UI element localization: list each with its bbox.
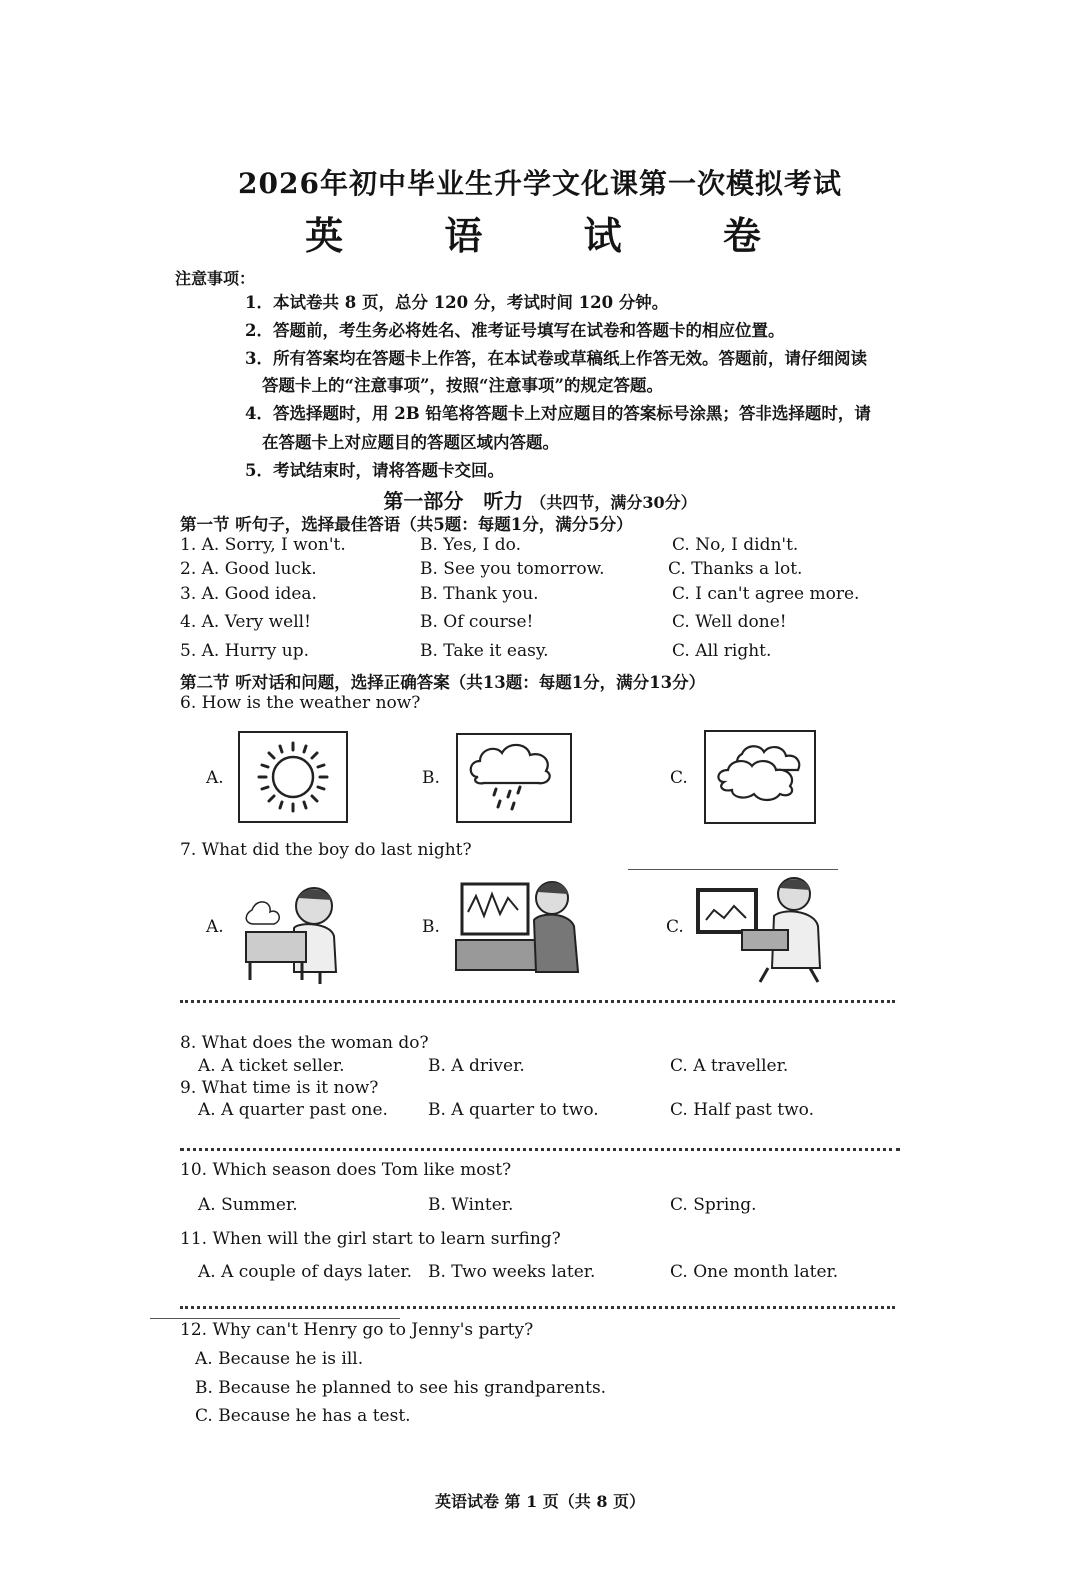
- q8-question: 8. What does the woman do?: [180, 1033, 429, 1053]
- note-item: 2．答题前，考生务必将姓名、准考证号填写在试卷和答题卡的相应位置。: [245, 321, 785, 340]
- q7-label-b: B.: [422, 917, 440, 937]
- note-item: 5．考试结束时，请将答题卡交回。: [245, 461, 504, 480]
- q9-option-a: A. A quarter past one.: [198, 1100, 388, 1120]
- q7-question: 7. What did the boy do last night?: [180, 840, 472, 860]
- exam-subtitle: 英 语 试 卷: [305, 213, 805, 258]
- page-footer: 英语试卷 第 1 页（共 8 页）: [434, 1492, 646, 1511]
- q9-option-c: C. Half past two.: [670, 1100, 815, 1120]
- q8-option-b: B. A driver.: [428, 1056, 525, 1076]
- q4-option-a: 4. A. Very well!: [180, 612, 311, 632]
- q3-option-a: 3. A. Good idea.: [180, 584, 317, 604]
- q6-label-a: A.: [206, 768, 224, 788]
- q6-picture-a: [238, 731, 348, 823]
- part1-heading: [0, 485, 1080, 514]
- q5-option-c: C. All right.: [672, 641, 772, 661]
- q3-option-c: C. I can't agree more.: [672, 584, 860, 604]
- q12-option-b: B. Because he planned to see his grandparents.: [195, 1378, 607, 1398]
- q6-label-b: B.: [422, 768, 440, 788]
- q1-option-b: B. Yes, I do.: [420, 535, 521, 555]
- q6-picture-c: [704, 730, 816, 824]
- q11-option-b: B. Two weeks later.: [428, 1262, 596, 1282]
- q1-option-c: C. No, I didn't.: [672, 535, 799, 555]
- rain-cloud-icon: [458, 735, 570, 821]
- q7-picture-a-boy-reading-icon: [236, 880, 356, 984]
- cloud-icon: [706, 732, 814, 822]
- section1-heading: 第一节 听句子，选择最佳答语（共5题：每题1分，满分5分）: [180, 515, 633, 534]
- note-item: 3．所有答案均在答题卡上作答，在本试卷或草稿纸上作答无效。答题前，请仔细阅读: [245, 349, 867, 368]
- q11-option-c: C. One month later.: [670, 1262, 839, 1282]
- q12-question: 12. Why can't Henry go to Jenny's party?: [180, 1320, 534, 1340]
- q6-picture-b: [456, 733, 572, 823]
- q4-option-c: C. Well done!: [672, 612, 787, 632]
- note-item: 4．答选择题时，用 2B 铅笔将答题卡上对应题目的答案标号涂黑；答非选择题时，请: [245, 404, 871, 423]
- q10-option-c: C. Spring.: [670, 1195, 757, 1215]
- q2-option-a: 2. A. Good luck.: [180, 559, 317, 579]
- q2-option-b: B. See you tomorrow.: [420, 559, 605, 579]
- q11-question: 11. When will the girl start to learn surfing?: [180, 1229, 561, 1249]
- q10-option-b: B. Winter.: [428, 1195, 514, 1215]
- part1-score-note: （共四节，满分30分）: [530, 493, 697, 512]
- q10-option-a: A. Summer.: [198, 1195, 298, 1215]
- q7-label-a: A.: [206, 917, 224, 937]
- q7-picture-b-boy-computer-icon: [456, 872, 586, 982]
- note-item: 答题卡上的“注意事项”，按照“注意事项”的规定答题。: [262, 376, 663, 395]
- q9-question: 9. What time is it now?: [180, 1078, 379, 1098]
- q10-question: 10. Which season does Tom like most?: [180, 1160, 512, 1180]
- sun-icon: [240, 733, 346, 821]
- note-item: 在答题卡上对应题目的答题区域内答题。: [262, 433, 559, 452]
- exam-title: 2026年初中毕业生升学文化课第一次模拟考试: [238, 167, 842, 200]
- scan-line: [628, 869, 838, 870]
- notes-heading: 注意事项：: [175, 269, 256, 288]
- q9-option-b: B. A quarter to two.: [428, 1100, 599, 1120]
- section2-heading: 第二节 听对话和问题，选择正确答案（共13题：每题1分，满分13分）: [180, 673, 706, 692]
- part1-title: 第一部分 听力: [383, 489, 524, 513]
- q8-option-c: C. A traveller.: [670, 1056, 789, 1076]
- q12-option-c: C. Because he has a test.: [195, 1406, 411, 1426]
- q6-question: 6. How is the weather now?: [180, 693, 421, 713]
- dotted-divider: [180, 1148, 900, 1151]
- q5-option-b: B. Take it easy.: [420, 641, 549, 661]
- q5-option-a: 5. A. Hurry up.: [180, 641, 309, 661]
- q8-option-a: A. A ticket seller.: [198, 1056, 345, 1076]
- q3-option-b: B. Thank you.: [420, 584, 539, 604]
- q7-picture-c-boy-tv-icon: [690, 872, 830, 984]
- dotted-divider: [180, 1000, 895, 1003]
- scan-line: [150, 1318, 400, 1319]
- q12-option-a: A. Because he is ill.: [195, 1349, 364, 1369]
- q11-option-a: A. A couple of days later.: [198, 1262, 413, 1282]
- q7-label-c: C.: [666, 917, 684, 937]
- q2-option-c: C. Thanks a lot.: [668, 559, 803, 579]
- q4-option-b: B. Of course!: [420, 612, 534, 632]
- q1-option-a: 1. A. Sorry, I won't.: [180, 535, 346, 555]
- note-item: 1．本试卷共 8 页，总分 120 分，考试时间 120 分钟。: [245, 293, 669, 312]
- q6-label-c: C.: [670, 768, 688, 788]
- dotted-divider: [180, 1306, 895, 1309]
